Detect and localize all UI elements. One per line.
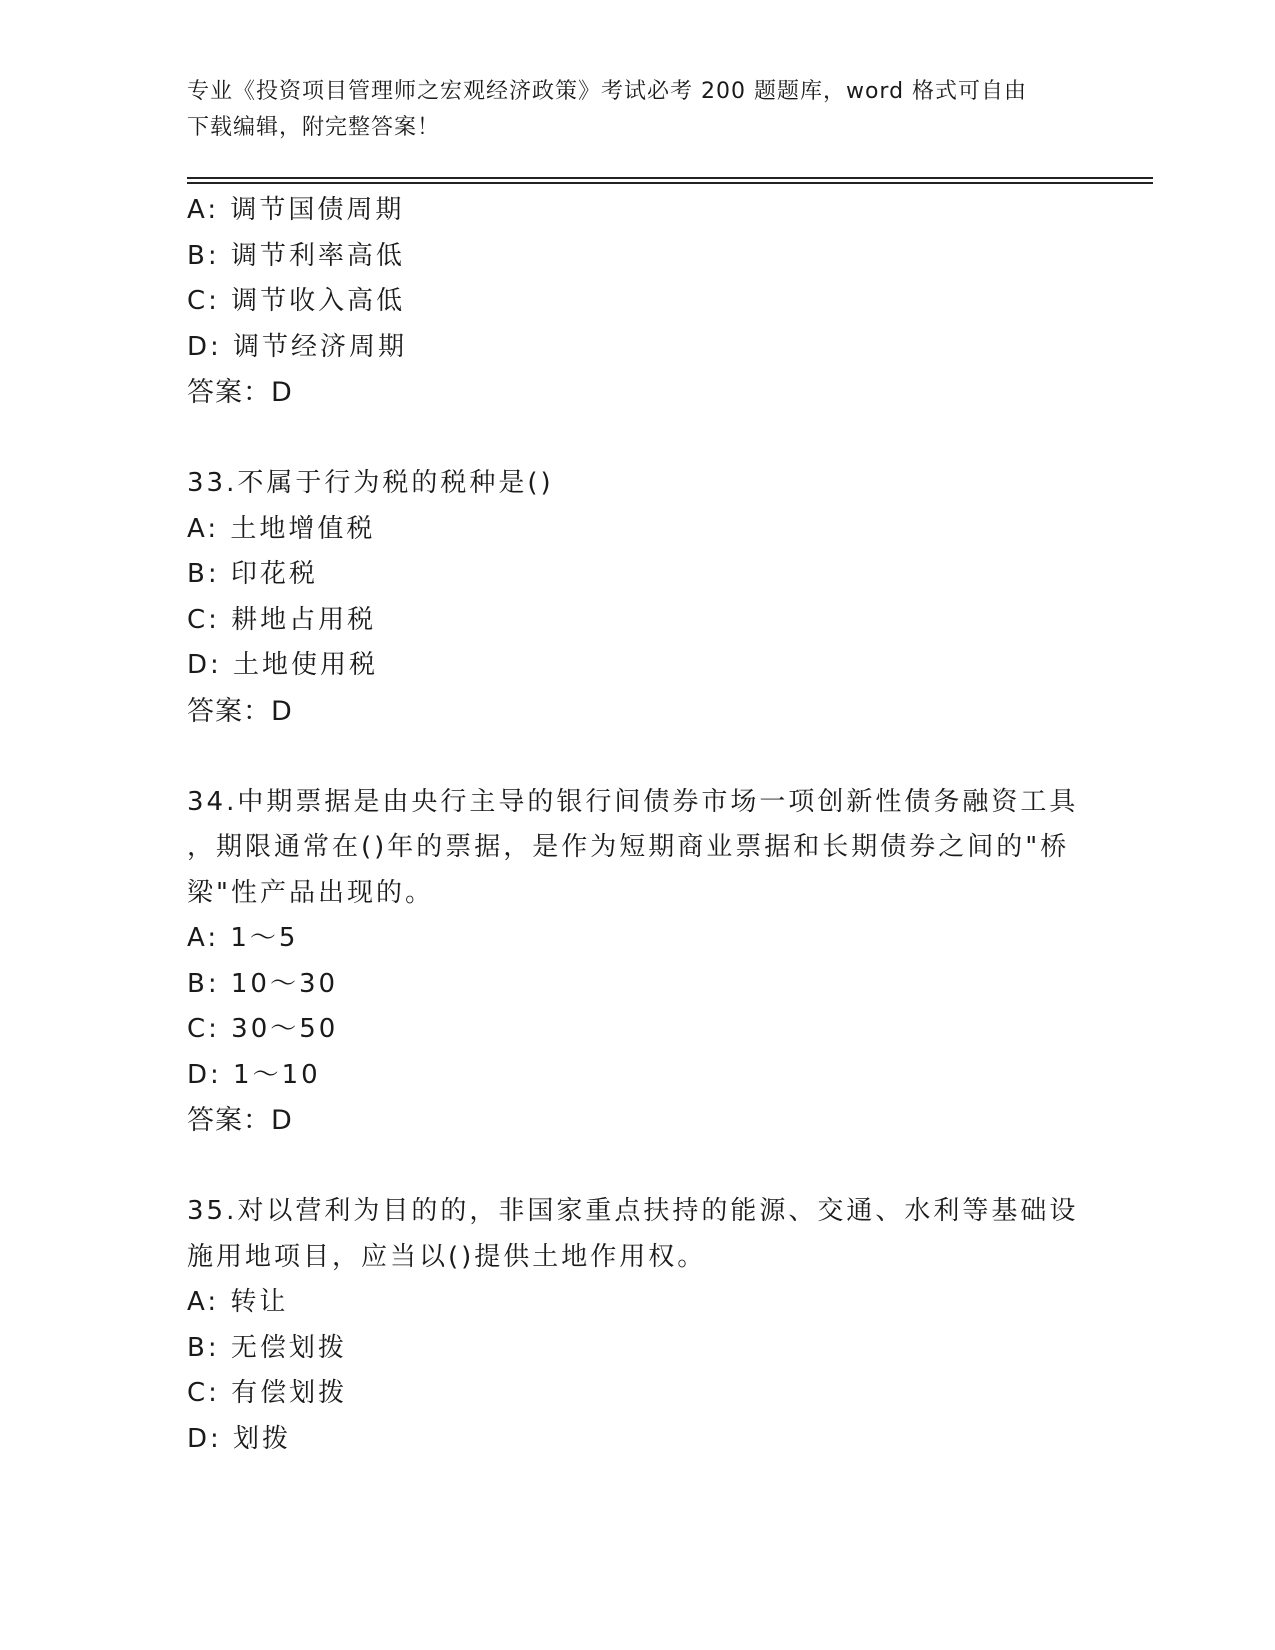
answer-line: 答案：D (187, 695, 293, 727)
question-stem-line-1: 34.中期票据是由央行主导的银行间债券市场一项创新性债务融资工具 (187, 786, 1079, 817)
option-c: C: 调节收入高低 (187, 286, 406, 316)
question-33 (187, 461, 1087, 734)
question-gap (187, 1144, 1087, 1190)
option-b: B: 调节利率高低 (187, 240, 405, 271)
option-c: C: 30～50 (187, 1014, 339, 1044)
question-stem: 33.不属于行为税的税种是() (187, 468, 554, 498)
question-35 (187, 1189, 1087, 1462)
option-d: D: 土地使用税 (187, 650, 379, 680)
document-header (187, 74, 1067, 146)
option-d: D: 划拨 (187, 1423, 292, 1454)
option-c: C: 有偿划拨 (187, 1378, 348, 1408)
question-34 (187, 780, 1087, 1144)
header-line-1: 专业《投资项目管理师之宏观经济政策》考试必考 200 题题库，word 格式可自由 (187, 79, 1028, 104)
option-b: B: 印花税 (187, 559, 318, 589)
question-32 (187, 188, 1087, 416)
option-a: A: 土地增值税 (187, 513, 376, 544)
question-stem-line-3: 梁"性产品出现的。 (187, 877, 434, 908)
option-b: B: 10～30 (187, 968, 339, 999)
header-divider-top (187, 177, 1153, 179)
header-divider-bottom (187, 182, 1153, 184)
question-list (187, 188, 1087, 1462)
question-stem-line-2: ，期限通常在()年的票据，是作为短期商业票据和长期债券之间的"桥 (187, 832, 1070, 862)
question-gap (187, 734, 1087, 780)
question-stem-line-2: 施用地项目，应当以()提供土地作用权。 (187, 1241, 707, 1272)
answer-line: 答案：D (187, 377, 293, 408)
question-gap (187, 416, 1087, 462)
header-line-2: 下载编辑，附完整答案！ (187, 115, 441, 140)
option-a: A: 调节国债周期 (187, 195, 405, 225)
answer-line: 答案：D (187, 1105, 293, 1136)
option-b: B: 无偿划拨 (187, 1332, 347, 1363)
option-a: A: 1～5 (187, 923, 299, 953)
option-d: D: 调节经济周期 (187, 331, 408, 362)
option-c: C: 耕地占用税 (187, 604, 377, 635)
question-stem-line-1: 35.对以营利为目的的，非国家重点扶持的能源、交通、水利等基础设 (187, 1196, 1079, 1226)
option-a: A: 转让 (187, 1287, 289, 1317)
option-d: D: 1～10 (187, 1059, 321, 1090)
